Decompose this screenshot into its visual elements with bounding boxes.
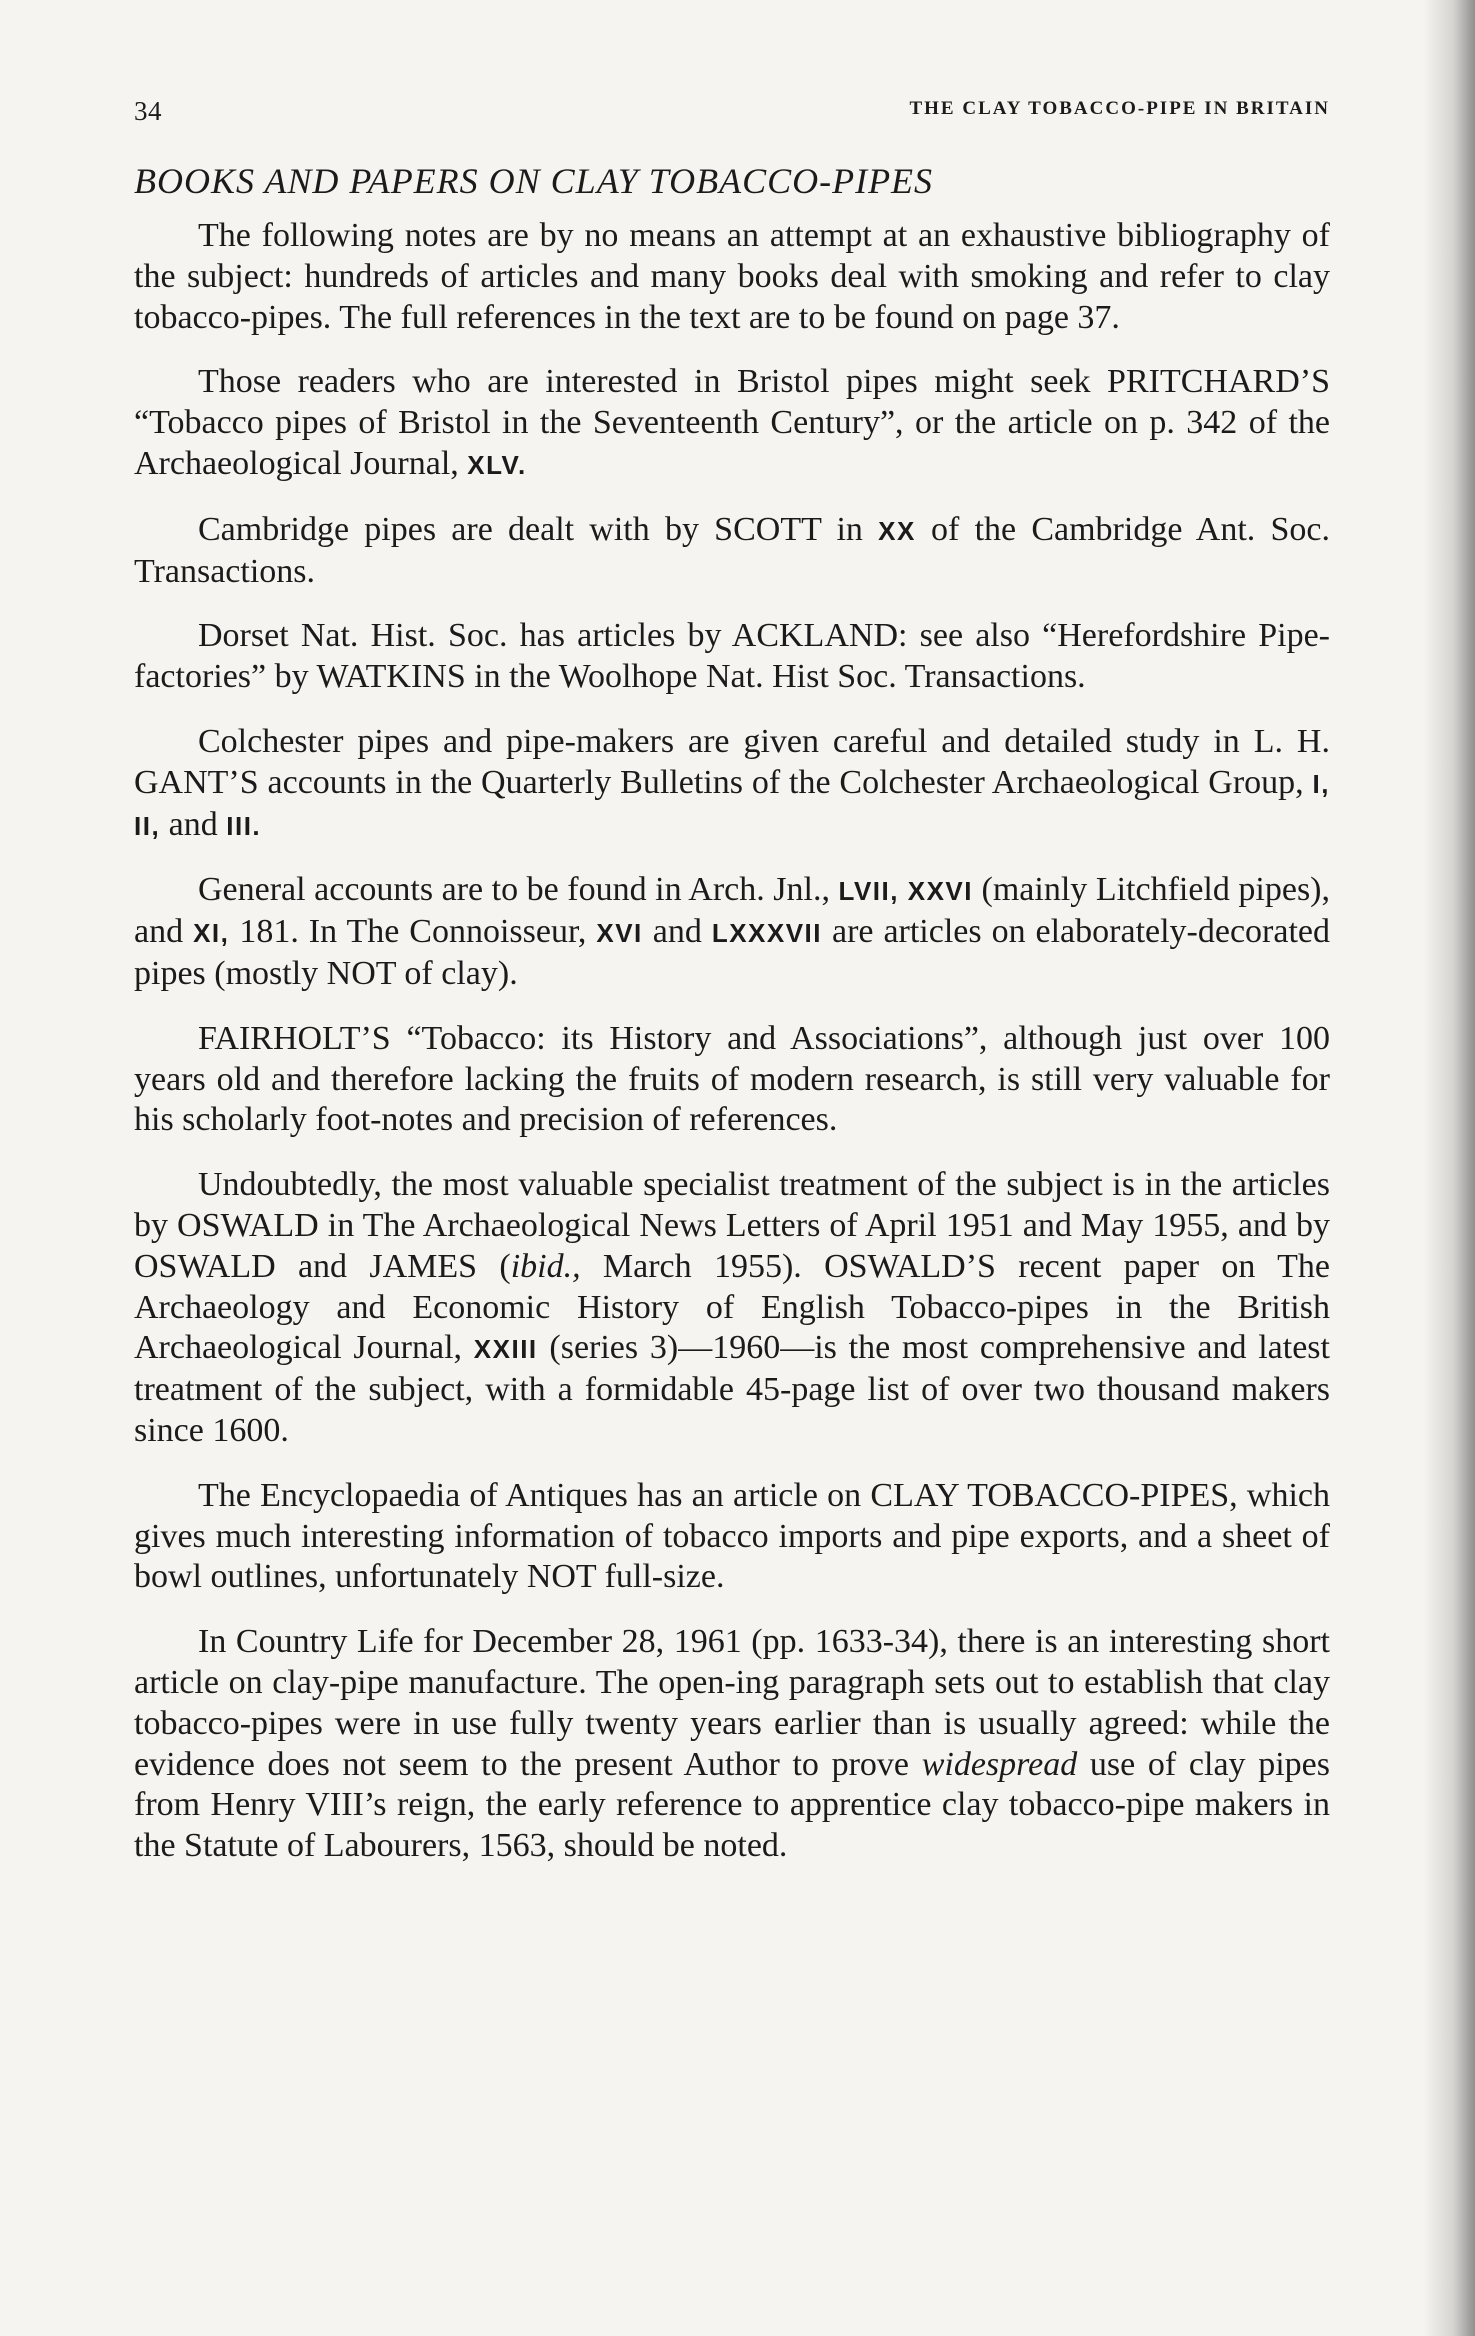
- emphasis-italic: widespread: [921, 1745, 1078, 1783]
- paragraph-text: (mainly Litchfield pipes), and: [134, 871, 1331, 951]
- paragraph-text: Those readers who are interested in Bristol pipes might seek PRITCHARD’S “Tobacco pipes of Bristol in the Seventeenth Century”, or the article on p. 342 of the Archaeological Journal,: [134, 363, 1330, 482]
- paragraph-text: (series 3)—1960—is the most comprehensive and latest treatment of the subject, with a formidable 45-page list of over two thousand makers since 1600.: [134, 1329, 1330, 1449]
- volume-number: III.: [226, 810, 262, 841]
- paragraph-text: The following notes are by no means an attempt at an exhaustive bibliography of the subject: hundreds of articles and many books deal with smoking and refer to clay tobacco-pipes. The full references in the text are to be found on page 37.: [134, 217, 1330, 336]
- paragraph-text: of the Cambridge Ant. Soc. Transactions.: [134, 510, 1330, 590]
- paragraph-text: FAIRHOLT’S “Tobacco: its History and Associations”, although just over 100 years old and therefore lacking the fruits of modern research, is still very valuable for his scholarly foot-notes and precision of references.: [134, 1019, 1330, 1139]
- paragraph-text: Dorset Nat. Hist. Soc. has articles by ACKLAND: see also “Herefordshire Pipe-factories” by WATKINS in the Woolhope Nat. Hist Soc. Transactions.: [134, 617, 1330, 696]
- paragraph-oswald: [134, 1165, 1330, 1452]
- page-content: [134, 158, 1330, 1867]
- paragraph-text: and: [642, 913, 712, 951]
- paragraph-fairholt: [134, 1019, 1330, 1141]
- volume-number: LVII, XXVI: [838, 876, 973, 907]
- paragraph-general-accounts: [134, 870, 1330, 994]
- paragraph-text: and: [160, 805, 227, 843]
- paragraph-bristol: [134, 362, 1330, 485]
- volume-number: XI,: [193, 918, 230, 949]
- page-header: [134, 96, 1330, 136]
- paragraph-dorset: [134, 616, 1330, 698]
- paragraph-text: Undoubtedly, the most valuable specialist treatment of the subject is in the articles by OSWALD in The Archaeological News Letters of April 1951 and May 1955, and by OSWALD and JAMES (: [134, 1166, 1330, 1285]
- paragraph-text: Colchester pipes and pipe-makers are given careful and detailed study in L. H. GANT’S accounts in the Quarterly Bulletins of the Colchester Archaeological Group,: [134, 722, 1330, 801]
- page-number: 34: [134, 96, 162, 126]
- paragraph-text: March 1955). OSWALD’S recent paper on The Archaeology and Economic History of English Tobacco-pipes in the British Archaeological Journal,: [134, 1247, 1330, 1367]
- paragraph-text: The Encyclopaedia of Antiques has an article on CLAY TOBACCO-PIPES, which gives much interesting information of tobacco imports and pipe exports, and a sheet of bowl outlines, unfortunately NOT full-size.: [134, 1476, 1330, 1596]
- paragraph-colchester: [134, 722, 1330, 846]
- volume-number: XXIII: [473, 1334, 538, 1365]
- paragraph-encyclopaedia: [134, 1476, 1330, 1598]
- volume-number: LXXXVII: [711, 918, 823, 949]
- volume-number: XX: [878, 515, 916, 546]
- paragraph-text: are articles on elaborately-decorated pipes (mostly NOT of clay).: [134, 913, 1331, 992]
- paragraph-text: Cambridge pipes are dealt with by SCOTT in: [198, 510, 879, 548]
- paragraph-text: In Country Life for December 28, 1961 (pp. 1633-34), there is an interesting short article on clay-pipe manufacture. The open-ing paragraph sets out to establish that clay tobacco-pipes were in use fully twenty years earlier than is usually agreed: while the evidence does not seem to the present Author to prove: [134, 1623, 1330, 1783]
- volume-number: XLV.: [467, 449, 527, 480]
- ibid-italic: ibid.,: [510, 1247, 581, 1285]
- paragraph-cambridge: [134, 510, 1330, 593]
- paragraph-intro: [134, 216, 1330, 338]
- paragraph-text: use of clay pipes from Henry VIII’s reign, the early reference to apprentice clay tobacco-pipe makers in the Statute of Labourers, 1563, should be noted.: [134, 1745, 1330, 1865]
- paragraph-text: General accounts are to be found in Arch. Jnl.,: [198, 871, 839, 909]
- paragraph-country-life: [134, 1622, 1330, 1867]
- volume-number: XVI: [596, 918, 643, 949]
- section-title: BOOKS AND PAPERS ON CLAY TOBACCO-PIPES: [134, 161, 934, 201]
- running-head: THE CLAY TOBACCO-PIPE IN BRITAIN: [909, 98, 1330, 119]
- volume-number: I, II,: [134, 768, 1330, 841]
- paragraph-text: 181. In The Connoisseur,: [229, 913, 597, 951]
